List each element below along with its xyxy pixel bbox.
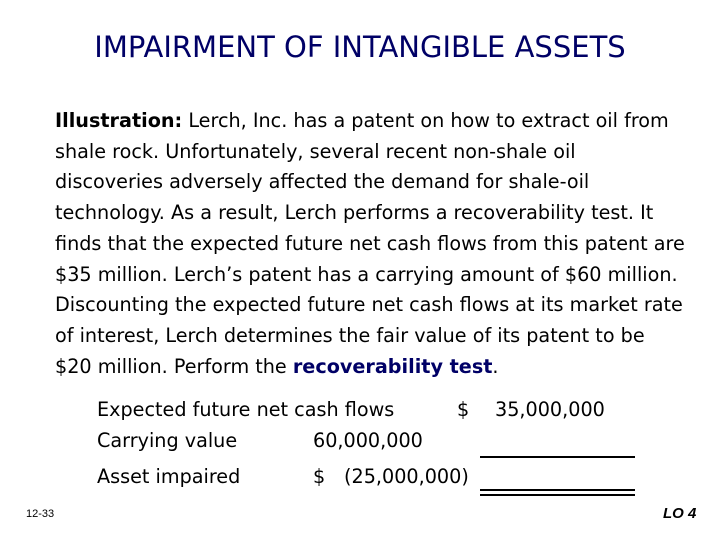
illustration-body: Lerch, Inc. has a patent on how to extract oil from shale rock. Unfortunately, several recent non-shale oil discoveries adversely affected the demand for shale-oil technology. As a result, Lerch performs a recoverability test. It finds that the expected future net cash flows from this patent are $35 million. Lerch’s patent has a carrying amount of $60 million. Discounting the expected future net cash flows at its market rate of interest, Lerch determines the fair value of its patent to be $20 million. Perform the [55, 109, 685, 378]
illustration-lead: Illustration: [55, 109, 183, 132]
learning-objective: LO 4 [663, 505, 697, 522]
asset-impaired-currency: $ [313, 465, 326, 488]
carrying-value-value: 60,000,000 [313, 429, 423, 452]
expected-cash-flows-value: 35,000,000 [495, 398, 605, 421]
asset-impaired-label: Asset impaired [97, 465, 241, 488]
expected-cash-flows-currency: $ [457, 398, 470, 421]
total-double-rule-bottom [480, 494, 635, 496]
asset-impaired-value: (25,000,000) [344, 465, 469, 488]
illustration-end: . [492, 354, 499, 378]
carrying-value-label: Carrying value [97, 429, 238, 452]
total-double-rule-top [480, 489, 635, 491]
illustration-paragraph [55, 106, 687, 382]
expected-cash-flows-label: Expected future net cash flows [97, 398, 395, 421]
subtotal-rule [480, 456, 635, 458]
recoverability-test-highlight: recoverability test [292, 354, 493, 378]
slide-title: IMPAIRMENT OF INTANGIBLE ASSETS [94, 30, 626, 64]
slide-number: 12-33 [26, 508, 55, 520]
